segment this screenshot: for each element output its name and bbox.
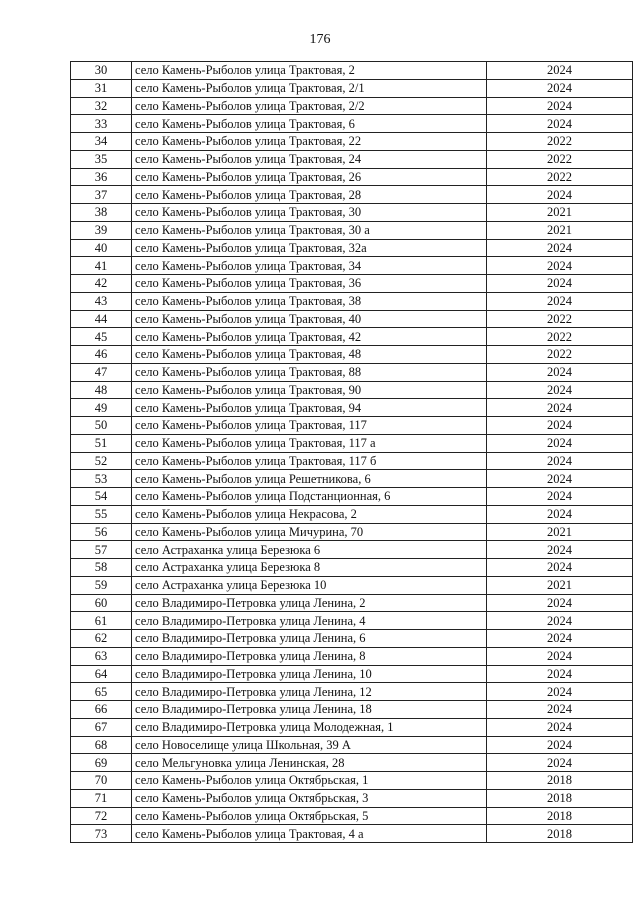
row-number-cell: 49 — [71, 399, 132, 417]
year-cell: 2024 — [487, 275, 633, 293]
address-cell: село Владимиро-Петровка улица Ленина, 18 — [132, 701, 487, 719]
year-cell: 2024 — [487, 452, 633, 470]
table-row — [71, 97, 633, 115]
row-number-cell: 71 — [71, 789, 132, 807]
year-cell: 2024 — [487, 505, 633, 523]
table-row — [71, 310, 633, 328]
row-number-cell: 34 — [71, 133, 132, 151]
table-row — [71, 186, 633, 204]
row-number-cell: 57 — [71, 541, 132, 559]
row-number-cell: 30 — [71, 62, 132, 80]
address-cell: село Камень-Рыболов улица Мичурина, 70 — [132, 523, 487, 541]
address-cell: село Камень-Рыболов улица Трактовая, 32а — [132, 239, 487, 257]
year-cell: 2021 — [487, 204, 633, 222]
row-number-cell: 36 — [71, 168, 132, 186]
address-cell: село Камень-Рыболов улица Трактовая, 30 а — [132, 221, 487, 239]
row-number-cell: 63 — [71, 647, 132, 665]
row-number-cell: 52 — [71, 452, 132, 470]
year-cell: 2024 — [487, 115, 633, 133]
table-row — [71, 292, 633, 310]
address-cell: село Мельгуновка улица Ленинская, 28 — [132, 754, 487, 772]
year-cell: 2024 — [487, 559, 633, 577]
address-cell: село Камень-Рыболов улица Некрасова, 2 — [132, 505, 487, 523]
year-cell: 2022 — [487, 310, 633, 328]
address-cell: село Владимиро-Петровка улица Ленина, 8 — [132, 647, 487, 665]
row-number-cell: 35 — [71, 150, 132, 168]
row-number-cell: 68 — [71, 736, 132, 754]
year-cell: 2024 — [487, 754, 633, 772]
year-cell: 2018 — [487, 807, 633, 825]
year-cell: 2024 — [487, 97, 633, 115]
table-row — [71, 825, 633, 843]
year-cell: 2022 — [487, 346, 633, 364]
table-row — [71, 701, 633, 719]
year-cell: 2024 — [487, 399, 633, 417]
row-number-cell: 46 — [71, 346, 132, 364]
year-cell: 2024 — [487, 257, 633, 275]
table-row — [71, 576, 633, 594]
table-row — [71, 150, 633, 168]
year-cell: 2024 — [487, 701, 633, 719]
year-cell: 2022 — [487, 133, 633, 151]
year-cell: 2022 — [487, 168, 633, 186]
address-cell: село Камень-Рыболов улица Октябрьская, 1 — [132, 772, 487, 790]
address-cell: село Камень-Рыболов улица Трактовая, 117 а — [132, 434, 487, 452]
table-row — [71, 807, 633, 825]
address-cell: село Камень-Рыболов улица Трактовая, 34 — [132, 257, 487, 275]
year-cell: 2024 — [487, 718, 633, 736]
row-number-cell: 53 — [71, 470, 132, 488]
address-cell: село Камень-Рыболов улица Трактовая, 90 — [132, 381, 487, 399]
year-cell: 2024 — [487, 647, 633, 665]
row-number-cell: 72 — [71, 807, 132, 825]
table-row — [71, 328, 633, 346]
row-number-cell: 47 — [71, 363, 132, 381]
row-number-cell: 70 — [71, 772, 132, 790]
year-cell: 2024 — [487, 417, 633, 435]
row-number-cell: 42 — [71, 275, 132, 293]
year-cell: 2018 — [487, 825, 633, 843]
row-number-cell: 50 — [71, 417, 132, 435]
row-number-cell: 58 — [71, 559, 132, 577]
year-cell: 2022 — [487, 328, 633, 346]
table-row — [71, 399, 633, 417]
address-cell: село Камень-Рыболов улица Трактовая, 88 — [132, 363, 487, 381]
address-cell: село Камень-Рыболов улица Подстанционная, 6 — [132, 488, 487, 506]
row-number-cell: 51 — [71, 434, 132, 452]
address-cell: село Камень-Рыболов улица Трактовая, 30 — [132, 204, 487, 222]
row-number-cell: 31 — [71, 79, 132, 97]
table-row — [71, 630, 633, 648]
table-row — [71, 239, 633, 257]
address-table — [70, 61, 633, 843]
row-number-cell: 61 — [71, 612, 132, 630]
year-cell: 2024 — [487, 736, 633, 754]
row-number-cell: 65 — [71, 683, 132, 701]
table-row — [71, 434, 633, 452]
row-number-cell: 39 — [71, 221, 132, 239]
year-cell: 2021 — [487, 523, 633, 541]
table-row — [71, 789, 633, 807]
row-number-cell: 38 — [71, 204, 132, 222]
table-row — [71, 257, 633, 275]
table-row — [71, 736, 633, 754]
row-number-cell: 40 — [71, 239, 132, 257]
address-cell: село Камень-Рыболов улица Трактовая, 2/2 — [132, 97, 487, 115]
year-cell: 2024 — [487, 79, 633, 97]
row-number-cell: 66 — [71, 701, 132, 719]
table-row — [71, 488, 633, 506]
table-row — [71, 647, 633, 665]
address-cell: село Астраханка улица Березюка 10 — [132, 576, 487, 594]
address-cell: село Камень-Рыболов улица Трактовая, 26 — [132, 168, 487, 186]
table-row — [71, 168, 633, 186]
year-cell: 2021 — [487, 576, 633, 594]
year-cell: 2024 — [487, 292, 633, 310]
address-cell: село Камень-Рыболов улица Трактовая, 24 — [132, 150, 487, 168]
table-row — [71, 221, 633, 239]
row-number-cell: 67 — [71, 718, 132, 736]
table-row — [71, 612, 633, 630]
table-row — [71, 594, 633, 612]
address-cell: село Камень-Рыболов улица Трактовая, 40 — [132, 310, 487, 328]
table-row — [71, 133, 633, 151]
row-number-cell: 45 — [71, 328, 132, 346]
address-cell: село Камень-Рыболов улица Трактовая, 42 — [132, 328, 487, 346]
year-cell: 2024 — [487, 665, 633, 683]
table-row — [71, 541, 633, 559]
table-row — [71, 346, 633, 364]
row-number-cell: 43 — [71, 292, 132, 310]
address-cell: село Астраханка улица Березюка 6 — [132, 541, 487, 559]
address-cell: село Камень-Рыболов улица Трактовая, 38 — [132, 292, 487, 310]
table-row — [71, 417, 633, 435]
page-number: 176 — [309, 32, 331, 47]
address-cell: село Камень-Рыболов улица Трактовая, 94 — [132, 399, 487, 417]
row-number-cell: 56 — [71, 523, 132, 541]
row-number-cell: 62 — [71, 630, 132, 648]
year-cell: 2024 — [487, 594, 633, 612]
address-cell: село Камень-Рыболов улица Октябрьская, 3 — [132, 789, 487, 807]
year-cell: 2024 — [487, 470, 633, 488]
address-cell: село Камень-Рыболов улица Трактовая, 22 — [132, 133, 487, 151]
table-row — [71, 79, 633, 97]
address-cell: село Камень-Рыболов улица Октябрьская, 5 — [132, 807, 487, 825]
year-cell: 2022 — [487, 150, 633, 168]
table-row — [71, 275, 633, 293]
address-cell: село Камень-Рыболов улица Трактовая, 48 — [132, 346, 487, 364]
year-cell: 2024 — [487, 363, 633, 381]
table-row — [71, 523, 633, 541]
address-cell: село Камень-Рыболов улица Трактовая, 36 — [132, 275, 487, 293]
table-row — [71, 718, 633, 736]
table-row — [71, 559, 633, 577]
address-cell: село Камень-Рыболов улица Трактовая, 117 — [132, 417, 487, 435]
address-cell: село Камень-Рыболов улица Решетникова, 6 — [132, 470, 487, 488]
year-cell: 2024 — [487, 630, 633, 648]
address-cell: село Камень-Рыболов улица Трактовая, 2 — [132, 62, 487, 80]
address-cell: село Камень-Рыболов улица Трактовая, 4 а — [132, 825, 487, 843]
row-number-cell: 59 — [71, 576, 132, 594]
year-cell: 2024 — [487, 62, 633, 80]
address-cell: село Владимиро-Петровка улица Ленина, 10 — [132, 665, 487, 683]
table-row — [71, 754, 633, 772]
table-row — [71, 204, 633, 222]
row-number-cell: 54 — [71, 488, 132, 506]
year-cell: 2024 — [487, 612, 633, 630]
year-cell: 2024 — [487, 239, 633, 257]
year-cell: 2021 — [487, 221, 633, 239]
year-cell: 2024 — [487, 683, 633, 701]
year-cell: 2024 — [487, 488, 633, 506]
table-row — [71, 62, 633, 80]
row-number-cell: 37 — [71, 186, 132, 204]
address-cell: село Камень-Рыболов улица Трактовая, 6 — [132, 115, 487, 133]
row-number-cell: 69 — [71, 754, 132, 772]
table-body — [71, 62, 633, 843]
table-row — [71, 363, 633, 381]
year-cell: 2018 — [487, 772, 633, 790]
table-row — [71, 683, 633, 701]
address-cell: село Владимиро-Петровка улица Ленина, 4 — [132, 612, 487, 630]
row-number-cell: 73 — [71, 825, 132, 843]
address-cell: село Новоселище улица Школьная, 39 А — [132, 736, 487, 754]
year-cell: 2024 — [487, 541, 633, 559]
row-number-cell: 64 — [71, 665, 132, 683]
row-number-cell: 55 — [71, 505, 132, 523]
year-cell: 2024 — [487, 186, 633, 204]
address-cell: село Камень-Рыболов улица Трактовая, 117 б — [132, 452, 487, 470]
row-number-cell: 41 — [71, 257, 132, 275]
address-cell: село Камень-Рыболов улица Трактовая, 2/1 — [132, 79, 487, 97]
row-number-cell: 48 — [71, 381, 132, 399]
address-cell: село Владимиро-Петровка улица Ленина, 2 — [132, 594, 487, 612]
address-cell: село Астраханка улица Березюка 8 — [132, 559, 487, 577]
address-cell: село Камень-Рыболов улица Трактовая, 28 — [132, 186, 487, 204]
address-cell: село Владимиро-Петровка улица Ленина, 6 — [132, 630, 487, 648]
table-row — [71, 381, 633, 399]
address-cell: село Владимиро-Петровка улица Ленина, 12 — [132, 683, 487, 701]
year-cell: 2024 — [487, 381, 633, 399]
table-row — [71, 665, 633, 683]
row-number-cell: 32 — [71, 97, 132, 115]
row-number-cell: 33 — [71, 115, 132, 133]
address-cell: село Владимиро-Петровка улица Молодежная, 1 — [132, 718, 487, 736]
table-row — [71, 470, 633, 488]
row-number-cell: 60 — [71, 594, 132, 612]
table-row — [71, 772, 633, 790]
year-cell: 2018 — [487, 789, 633, 807]
row-number-cell: 44 — [71, 310, 132, 328]
table-row — [71, 115, 633, 133]
table-row — [71, 505, 633, 523]
table-row — [71, 452, 633, 470]
year-cell: 2024 — [487, 434, 633, 452]
